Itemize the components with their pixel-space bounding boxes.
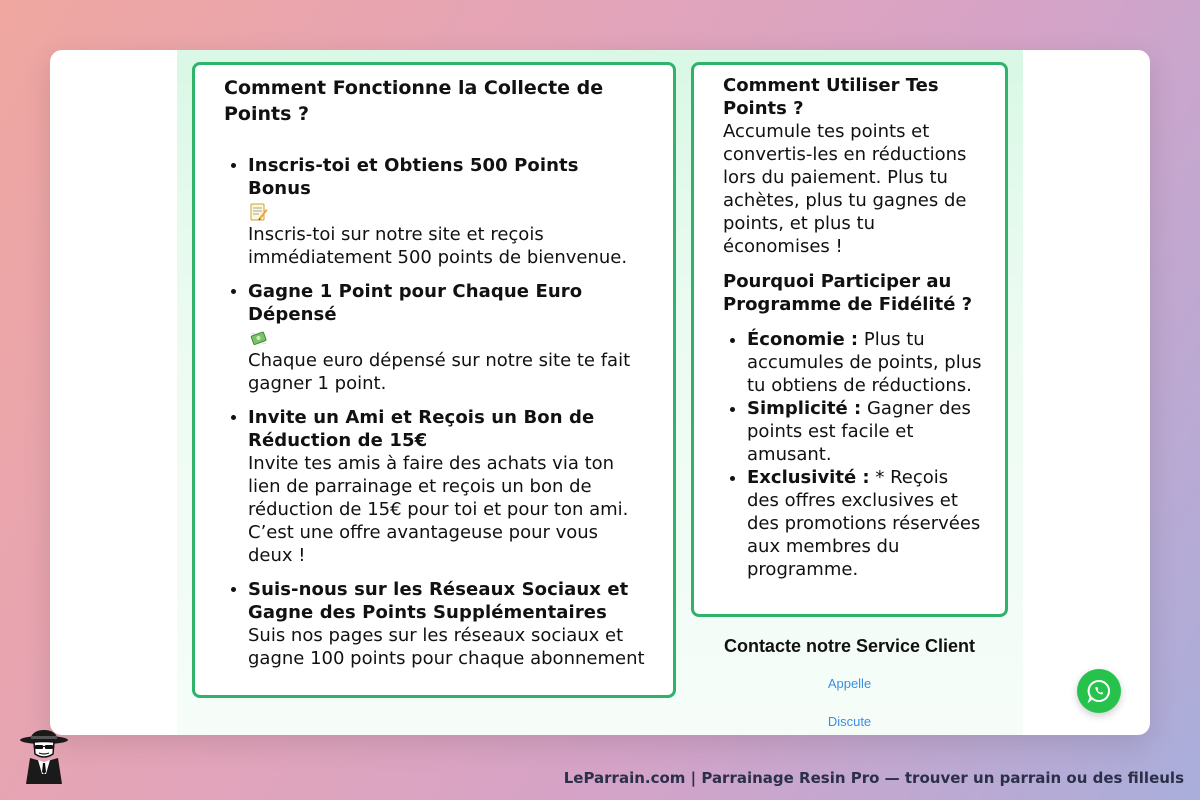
benefits-list: [723, 328, 983, 581]
benefit-label: Exclusivité :: [747, 467, 870, 488]
benefit-label: Économie :: [747, 329, 859, 350]
benefit-text: Plus tu accumules de points, plus tu obtiens de réductions.: [747, 329, 982, 396]
chat-link[interactable]: Discute: [827, 714, 872, 729]
list-item: [248, 406, 645, 567]
points-usage-card: [691, 62, 1008, 617]
list-item: [248, 154, 645, 269]
list-item: [248, 578, 645, 670]
item-title: • Suis-nous sur les Réseaux Sociaux et Gagne des Points Supplémentaires: [248, 579, 629, 623]
item-title: Inscris-toi et Obtiens 500 Points Bonus: [248, 155, 579, 199]
benefit-text: * Reçois des offres exclusives et des promotions réservées aux membres du programme.: [747, 467, 981, 580]
points-collection-list: [224, 154, 645, 670]
whatsapp-button[interactable]: [1077, 669, 1121, 713]
list-item: [747, 397, 983, 466]
points-collection-card: [192, 62, 676, 698]
benefit-label: Simplicité :: [747, 398, 862, 419]
list-item: [248, 280, 645, 395]
spy-mascot-icon: [16, 728, 72, 786]
item-text: Invite tes amis à faire des achats via ton lien de parrainage et reçois un bon de réduction de 15€ pour toi et pour ton ami. C’est une offre avantageuse pour vous deux !: [248, 453, 629, 566]
points-collection-title: Comment Fonctionne la Collecte de Points ?: [224, 77, 604, 125]
money-with-wings-icon: [248, 328, 268, 348]
list-item: [747, 328, 983, 397]
footer-caption: LeParrain.com | Parrainage Resin Pro — trouver un parrain ou des filleuls: [563, 769, 1184, 787]
browser-window: [50, 50, 1150, 735]
item-title: Gagne 1 Point pour Chaque Euro Dépensé: [248, 281, 583, 325]
item-text: Chaque euro dépensé sur notre site te fait gagner 1 point.: [248, 350, 631, 394]
list-item: [747, 466, 983, 581]
item-text: Suis nos pages sur les réseaux sociaux et gagne 100 points pour chaque abonnement: [248, 625, 645, 669]
memo-icon: [248, 202, 268, 222]
item-text: Inscris-toi sur notre site et reçois immédiatement 500 points de bienvenue.: [248, 224, 628, 268]
points-usage-title: Comment Utiliser Tes Points ?: [723, 75, 939, 119]
contact-title: Contacte notre Service Client: [723, 636, 976, 656]
whatsapp-icon: [1086, 678, 1112, 704]
benefit-text: Gagner des points est facile et amusant.: [747, 398, 971, 465]
loyalty-why-title: Pourquoi Participer au Programme de Fidélité ?: [723, 271, 973, 315]
call-link[interactable]: Appelle: [827, 676, 872, 691]
item-title: • Invite un Ami et Reçois un Bon de Réduction de 15€: [248, 407, 595, 451]
points-usage-intro: Accumule tes points et convertis-les en réductions lors du paiement. Plus tu achètes, plus tu gagnes de points, et plus tu économises !: [723, 121, 967, 257]
